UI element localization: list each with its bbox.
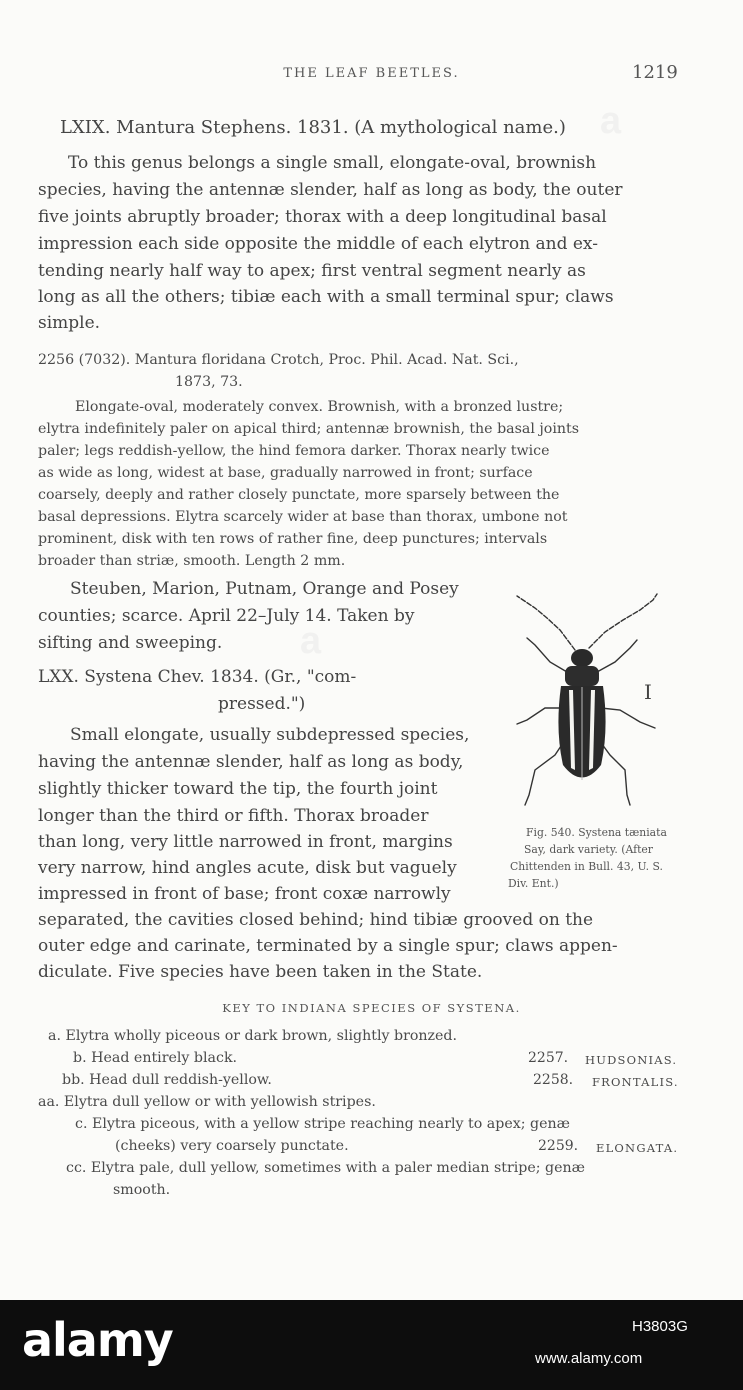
genus-paragraph-line: five joints abruptly broader; thorax with a deep longitudinal basal [38, 207, 607, 227]
key-row-species: ELONGATA. [596, 1141, 679, 1155]
genus-paragraph-line: longer than the third or fifth. Thorax broader [38, 806, 429, 826]
key-row-text: b. Head entirely black. [73, 1050, 238, 1066]
genus-paragraph-line: species, having the antennæ slender, half as long as body, the outer [38, 180, 623, 200]
species-description-line: broader than striæ, smooth. Length 2 mm. [38, 553, 346, 569]
species-description-line: paler; legs reddish-yellow, the hind femora darker. Thorax nearly twice [38, 443, 550, 459]
genus-paragraph-line: tending nearly half way to apex; first ventral segment nearly as [38, 261, 586, 281]
key-row-text: (cheeks) very coarsely punctate. [115, 1138, 349, 1154]
genus-paragraph-line: diculate. Five species have been taken in the State. [38, 962, 483, 982]
species-description-line: prominent, disk with ten rows of rather fine, deep punctures; intervals [38, 531, 548, 547]
page-number: 1219 [632, 62, 678, 83]
species-description-line: as wide as long, widest at base, gradually narrowed in front; surface [38, 465, 533, 481]
key-heading: KEY TO INDIANA SPECIES OF SYSTENA. [222, 1001, 521, 1015]
genus-paragraph-line: Small elongate, usually subdepressed species, [70, 725, 470, 745]
watermark: a [600, 100, 622, 142]
scale-mark: I [644, 680, 652, 704]
alamy-logo: alamy [22, 1313, 173, 1367]
species-description-line: basal depressions. Elytra scarcely wider at base than thorax, umbone not [38, 509, 568, 525]
genus-paragraph-line: simple. [38, 313, 101, 333]
locality-line: counties; scarce. April 22–July 14. Taken by [38, 606, 415, 626]
species-entry-heading: 2256 (7032). Mantura floridana Crotch, Proc. Phil. Acad. Nat. Sci., [38, 352, 519, 368]
genus-heading-mantura: LXIX. Mantura Stephens. 1831. (A mythological name.) [60, 117, 566, 138]
genus-paragraph-line: impressed in front of base; front coxæ narrowly [38, 884, 451, 904]
site-url[interactable]: www.alamy.com [535, 1350, 643, 1367]
genus-paragraph-line: than long, very little narrowed in front, margins [38, 832, 453, 852]
locality-line: sifting and sweeping. [38, 633, 223, 653]
genus-paragraph-line: long as all the others; tibiæ each with a small terminal spur; claws [38, 287, 614, 307]
species-entry-citation: 1873, 73. [175, 374, 243, 390]
beetle-illustration [505, 590, 680, 815]
key-row-species: FRONTALIS. [592, 1075, 679, 1089]
genus-paragraph-line: having the antennæ slender, half as long as body, [38, 752, 464, 772]
locality-line: Steuben, Marion, Putnam, Orange and Posey [70, 579, 459, 599]
key-row-text: c. Elytra piceous, with a yellow stripe reaching nearly to apex; genæ [75, 1116, 570, 1132]
species-description-line: coarsely, deeply and rather closely punctate, more sparsely between the [38, 487, 560, 503]
key-row-text: a. Elytra wholly piceous or dark brown, slightly bronzed. [48, 1028, 458, 1044]
genus-paragraph-line: slightly thicker toward the tip, the fourth joint [38, 779, 438, 799]
key-row-species: HUDSONIAS. [585, 1053, 678, 1067]
genus-heading-systena: LXX. Systena Chev. 1834. (Gr., "com- [38, 667, 357, 687]
species-description-line: Elongate-oval, moderately convex. Brownish, with a bronzed lustre; [75, 399, 564, 415]
key-row-text: cc. Elytra pale, dull yellow, sometimes with a paler median stripe; genæ [66, 1160, 585, 1176]
key-row-number: 2257. [528, 1050, 569, 1066]
genus-paragraph-line: To this genus belongs a single small, elongate-oval, brownish [68, 153, 597, 173]
species-description-line: elytra indefinitely paler on apical third; antennæ brownish, the basal joints [38, 421, 580, 437]
genus-paragraph-line: separated, the cavities closed behind; hind tibiæ grooved on the [38, 910, 594, 930]
key-row-text: smooth. [113, 1182, 171, 1198]
genus-paragraph-line: very narrow, hind angles acute, disk but vaguely [38, 858, 457, 878]
key-row-number: 2258. [533, 1072, 574, 1088]
genus-paragraph-line: impression each side opposite the middle of each elytron and ex- [38, 234, 598, 254]
genus-paragraph-line: outer edge and carinate, terminated by a single spur; claws appen- [38, 936, 618, 956]
key-row-text: bb. Head dull reddish-yellow. [62, 1072, 272, 1088]
key-row-number: 2259. [538, 1138, 579, 1154]
watermark: a [300, 620, 322, 662]
genus-heading-systena-cont: pressed.") [218, 694, 306, 714]
figure-caption-line: Div. Ent.) [508, 877, 559, 890]
image-id: H3803G [632, 1318, 688, 1335]
running-head: THE LEAF BEETLES. [283, 66, 460, 81]
figure-caption-line: Fig. 540. Systena tæniata [526, 826, 667, 839]
key-row-text: aa. Elytra dull yellow or with yellowish stripes. [38, 1094, 376, 1110]
figure-caption-line: Say, dark variety. (After [524, 843, 653, 856]
figure-caption-line: Chittenden in Bull. 43, U. S. [510, 860, 663, 873]
